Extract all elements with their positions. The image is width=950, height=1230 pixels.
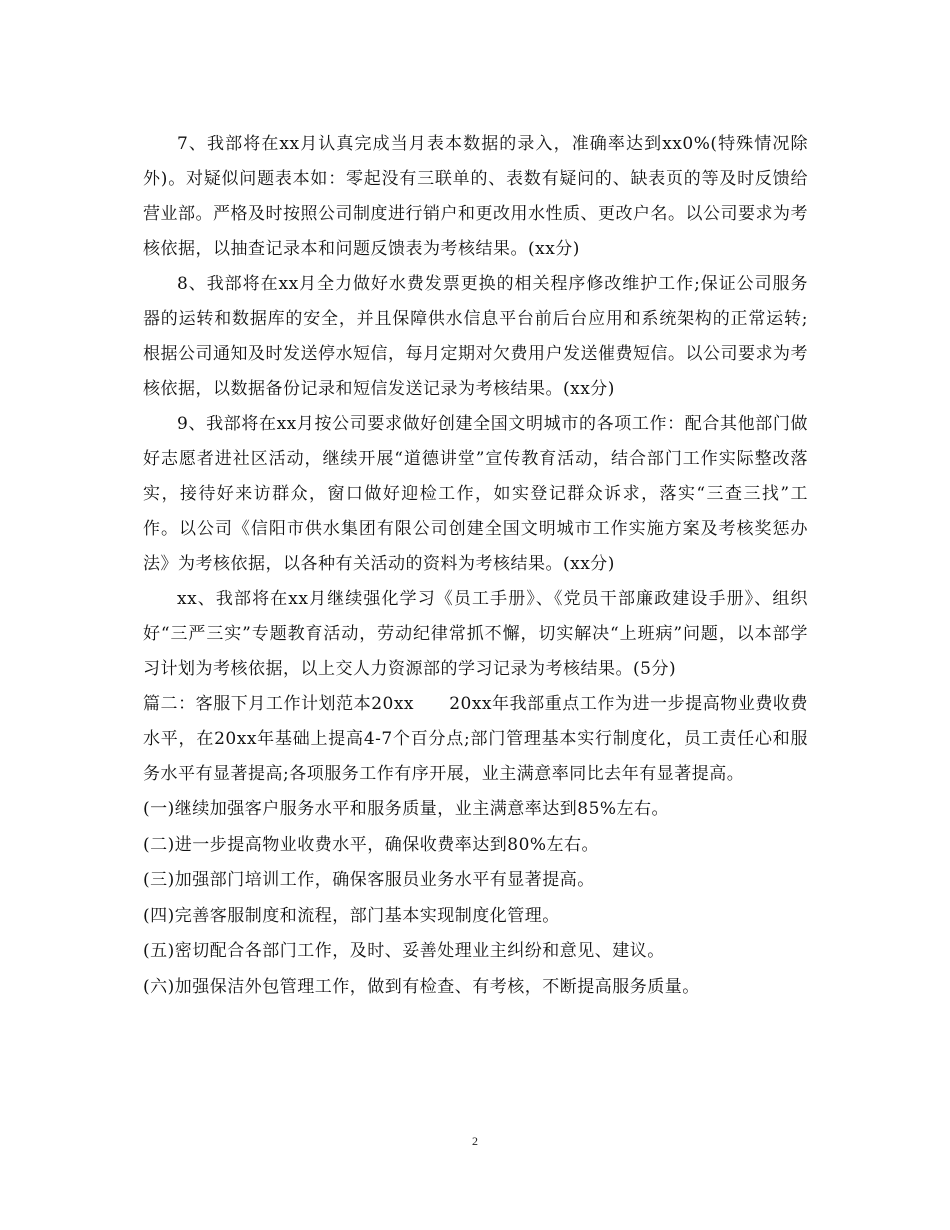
section-heading-paragraph: 篇二：客服下月工作计划范本20xx 20xx年我部重点工作为进一步提高物业费收费水平，在20xx年基础上提高4-7个百分点;部门管理基本实行制度化，员工责任心和服务水平有显著提高;各项服务工作有序开展，业主满意率同比去年有显著提高。 — [143, 694, 808, 784]
page-number: 2 — [472, 1134, 478, 1148]
goal-item-4: (四)完善客服制度和流程，部门基本实现制度化管理。 — [143, 905, 560, 926]
paragraph-item-8: 8、我部将在xx月全力做好水费发票更换的相关程序修改维护工作;保证公司服务器的运转和数据库的安全，并且保障供水信息平台前后台应用和系统架构的正常运转;根据公司通知及时发送停水短信，每月定期对欠费用户发送催费短信。以公司要求为考核依据，以数据备份记录和短信发送记录为考核结果。(xx分) — [143, 274, 808, 399]
goal-item-5: (五)密切配合各部门工作，及时、妥善处理业主纠纷和意见、建议。 — [143, 941, 665, 961]
goal-item-2: (二)进一步提高物业收费水平，确保收费率达到80%左右。 — [143, 834, 600, 855]
paragraph-item-7: 7、我部将在xx月认真完成当月表本数据的录入，准确率达到xx0%(特殊情况除外)。对疑似问题表本如：零起没有三联单的、表数有疑问的、缺表页的等及时反馈给营业部。严格及时按照公司制度进行销户和更改用水性质、更改户名。以公司要求为考核依据，以抽查记录本和问题反馈表为考核结果。(xx分) — [143, 134, 808, 259]
goal-item-3: (三)加强部门培训工作，确保客服员业务水平有显著提高。 — [143, 870, 595, 890]
goal-item-1: (一)继续加强客户服务水平和服务质量，业主满意率达到85%左右。 — [143, 799, 670, 819]
paragraph-item-9: 9、我部将在xx月按公司要求做好创建全国文明城市的各项工作：配合其他部门做好志愿者进社区活动，继续开展“道德讲堂”宣传教育活动，结合部门工作实际整改落实，接待好来访群众，窗口做好迎检工作，如实登记群众诉求，落实“三查三找”工作。以公司《信阳市供水集团有限公司创建全国文明城市工作实施方案及考核奖惩办法》为考核依据，以各种有关活动的资料为考核结果。(xx分) — [143, 414, 808, 574]
paragraph-item-xx: xx、我部将在xx月继续强化学习《员工手册》、《党员干部廉政建设手册》、组织好“三严三实”专题教育活动，劳动纪律常抓不懈，切实解决“上班病”问题，以本部学习计划为考核依据，以上交人力资源部的学习记录为考核结果。(5分) — [143, 589, 808, 679]
goal-item-6: (六)加强保洁外包管理工作，做到有检查、有考核，不断提高服务质量。 — [143, 976, 700, 997]
document-body — [143, 127, 808, 1005]
